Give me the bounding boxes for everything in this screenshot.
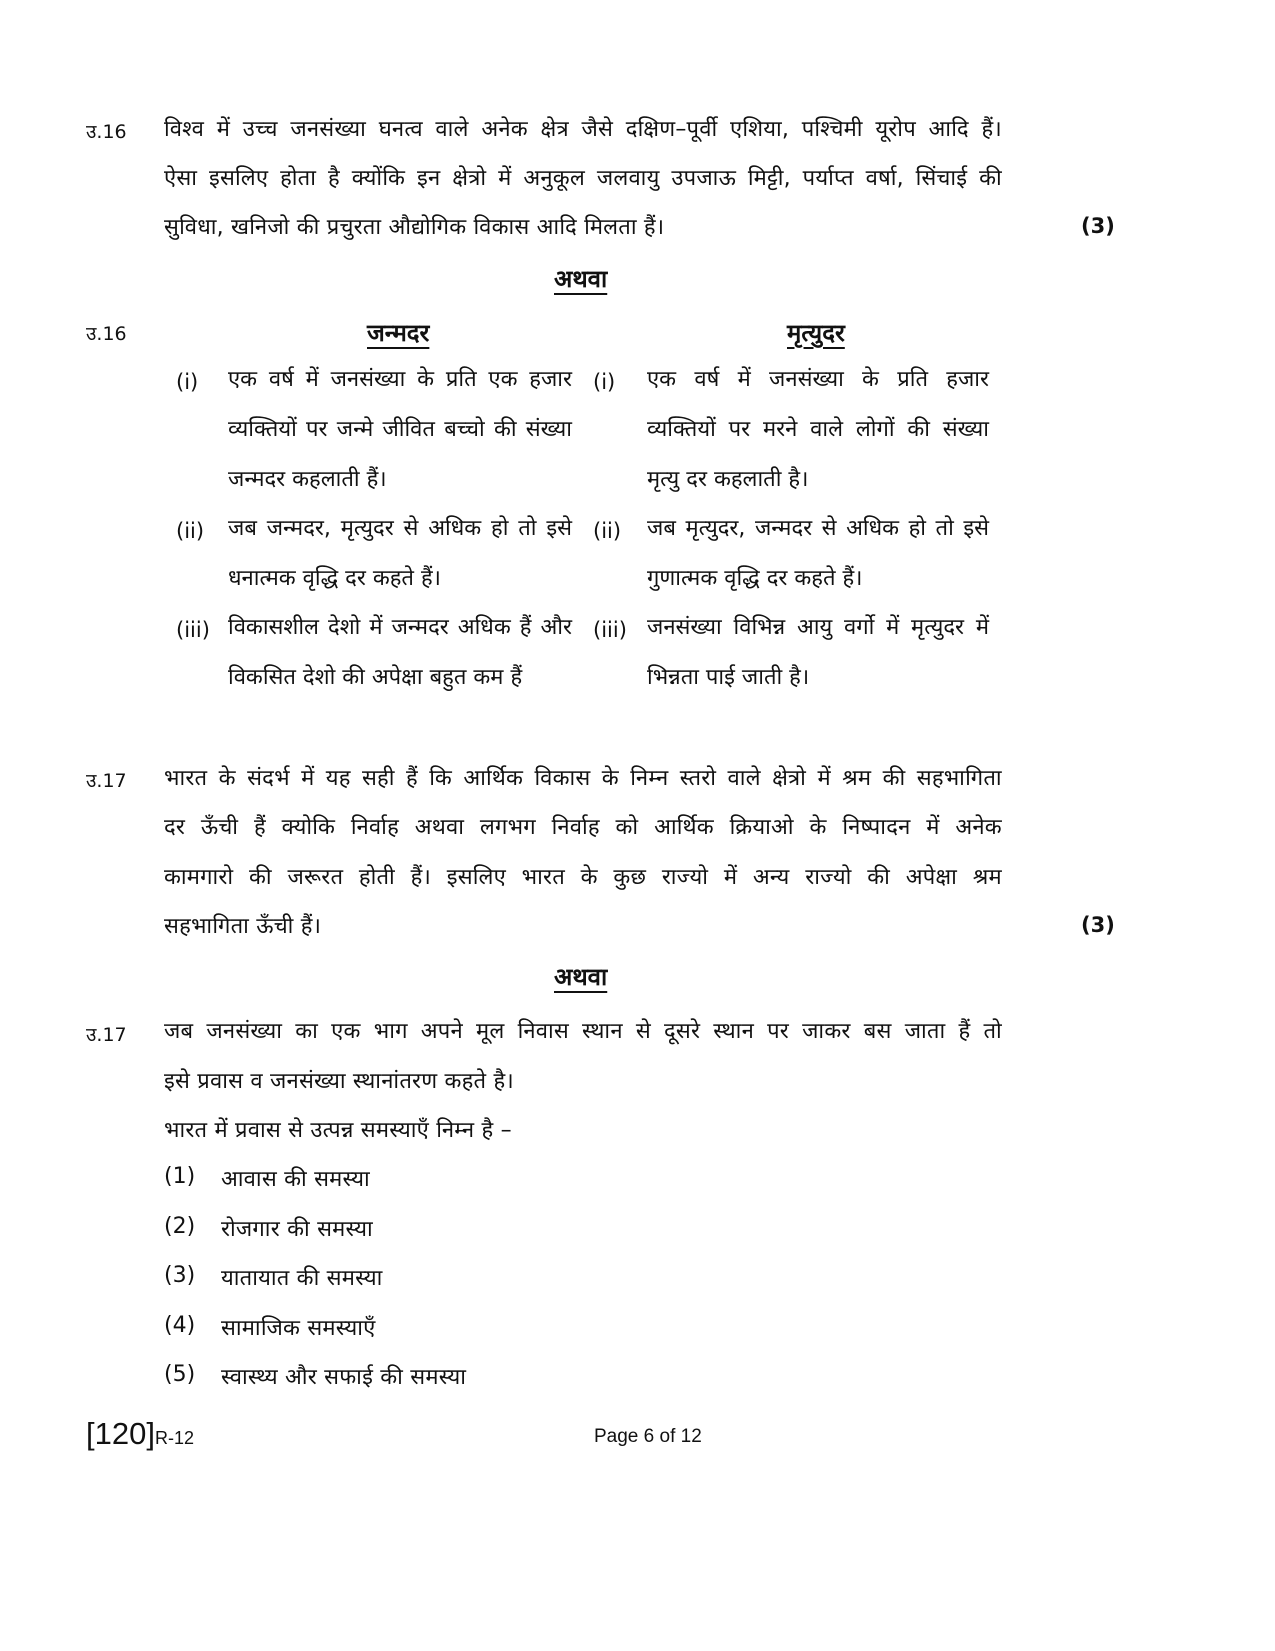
word: से: [635, 1019, 651, 1044]
page-number: Page 6 of 12: [594, 1426, 702, 1447]
word: कामगारो: [164, 865, 234, 890]
word: अपने: [420, 1019, 463, 1044]
word: में: [216, 117, 231, 142]
word: एशिया,: [730, 117, 790, 142]
word: कि: [429, 766, 452, 791]
word: में: [723, 865, 738, 890]
word: वाले: [727, 766, 761, 791]
q17-alt-line-3: भारत में प्रवास से उत्पन्न समस्याएँ निम्न है –: [164, 1118, 512, 1143]
word: की: [979, 166, 1002, 191]
word: ऊँची: [200, 815, 239, 840]
word: विश्व: [164, 117, 205, 142]
word: दक्षिण–पूर्वी: [625, 117, 718, 142]
word: दूसरे: [664, 1019, 701, 1044]
word: संदर्भ: [247, 766, 290, 791]
word: बस: [863, 1019, 892, 1044]
column-heading-death-rate: मृत्युदर: [787, 319, 845, 347]
word: हैं।: [410, 865, 432, 890]
q17-alt-line-1: [164, 1015, 1002, 1045]
word: जैसे: [581, 117, 614, 142]
word: इसलिए: [446, 865, 506, 890]
row-number: (i): [176, 370, 199, 394]
word: के: [218, 766, 236, 791]
birth-rate-point: जब जन्मदर, मृत्युदर से अधिक हो तो इसे धनात्मक वृद्धि दर कहते हैं।: [228, 516, 572, 591]
question-number: उ.16: [86, 121, 127, 143]
word: आर्थिक: [463, 766, 524, 791]
word: होता: [280, 166, 317, 191]
word: क्योकि: [281, 815, 336, 840]
word: आर्थिक: [654, 815, 714, 840]
word: निवास: [517, 1019, 569, 1044]
word: घनत्व: [378, 117, 423, 142]
word: तो: [983, 1019, 1002, 1044]
word: विकास: [534, 766, 591, 791]
list-number: (3): [164, 1263, 196, 1288]
word: की: [867, 865, 891, 890]
q16-line-3: सुविधा, खनिजो की प्रचुरता औद्योगिक विकास आदि मिलता हैं।: [164, 215, 665, 240]
word: अथवा: [414, 815, 465, 840]
word: निष्पादन: [842, 815, 911, 840]
word: निम्न: [630, 766, 669, 791]
word: अनेक: [955, 815, 1002, 840]
paper-code: [86, 1416, 194, 1452]
word: क्योंकि: [351, 166, 406, 191]
word: क्षेत्रो: [772, 766, 807, 791]
question-number: उ.17: [86, 1024, 127, 1046]
word: ऐसा: [164, 166, 198, 191]
list-item: रोजगार की समस्या: [221, 1217, 373, 1242]
word: जरूरत: [287, 865, 344, 890]
word: अन्य: [752, 865, 790, 890]
birth-rate-point: विकासशील देशो में जन्मदर अधिक हैं और विकसित देशो की अपेक्षा बहुत कम हैं: [228, 615, 572, 690]
word: स्थान: [582, 1019, 623, 1044]
word: उच्च: [242, 117, 278, 142]
word: इन: [416, 166, 441, 191]
word: जब: [164, 1019, 194, 1044]
list-item: स्वास्थ्य और सफाई की समस्या: [221, 1365, 467, 1390]
word: यह: [325, 766, 351, 791]
word: की: [249, 865, 272, 890]
q17-line-2: [164, 811, 1002, 841]
paper-code-number: [120]: [86, 1416, 155, 1451]
word: है: [327, 166, 340, 191]
word: वर्षा,: [865, 166, 904, 191]
word: जाता: [904, 1019, 946, 1044]
word: हैं: [253, 815, 266, 840]
word: श्रम: [842, 766, 872, 791]
word: भारत: [164, 766, 208, 791]
column-heading-birth-rate: जन्मदर: [367, 319, 430, 347]
word: लगभग: [479, 815, 536, 840]
word: पर्याप्त: [802, 166, 854, 191]
word: क्षेत्र: [540, 117, 569, 142]
word: उपजाऊ: [671, 166, 737, 191]
list-item: यातायात की समस्या: [221, 1266, 383, 1291]
list-number: (5): [164, 1362, 196, 1387]
q16-line-1: [164, 113, 1002, 143]
word: को: [615, 815, 639, 840]
word: वाले: [435, 117, 469, 142]
word: मिट्टी,: [747, 166, 791, 191]
word: पर: [767, 1019, 789, 1044]
word: यूरोप: [875, 117, 916, 142]
birth-rate-point: एक वर्ष में जनसंख्या के प्रति एक हजार व्यक्तियों पर जन्मे जीवित बच्चो की संख्या जन्मदर कहलाती हैं।: [228, 367, 572, 492]
word: अपेक्षा: [905, 865, 958, 890]
q17-line-3: [164, 861, 1002, 891]
death-rate-point: एक वर्ष में जनसंख्या के प्रति हजार व्यक्तियों पर मरने वाले लोगों की संख्या मृत्यु दर कहलाती है।: [647, 367, 989, 492]
word: की: [882, 766, 906, 791]
word: अनुकूल: [523, 166, 585, 191]
word: होती: [358, 865, 395, 890]
word: के: [601, 766, 619, 791]
q17-line-4: सहभागिता ऊँची हैं।: [164, 914, 322, 939]
word: में: [301, 766, 315, 791]
word: आदि: [928, 117, 969, 142]
row-number: (ii): [593, 519, 622, 543]
word: राज्यो: [805, 865, 852, 890]
death-rate-point: जनसंख्या विभिन्न आयु वर्गो में मृत्युदर में भिन्नता पाई जाती है।: [647, 615, 989, 690]
q17-marks: (3): [1081, 913, 1115, 937]
q17-line-1: [164, 762, 1002, 792]
word: जनसंख्या: [290, 117, 367, 142]
list-item: आवास की समस्या: [221, 1167, 370, 1192]
word: श्रम: [972, 865, 1002, 890]
row-number: (iii): [593, 618, 627, 642]
list-item: सामाजिक समस्याएँ: [221, 1316, 376, 1341]
death-rate-point: जब मृत्युदर, जन्मदर से अधिक हो तो इसे गुणात्मक वृद्धि दर कहते हैं।: [647, 516, 989, 591]
word: भारत: [521, 865, 565, 890]
word: सहभागिता: [916, 766, 1002, 791]
word: में: [498, 166, 512, 191]
word: भाग: [373, 1019, 408, 1044]
list-number: (1): [164, 1164, 196, 1189]
word: दर: [164, 815, 186, 840]
word: जाकर: [802, 1019, 851, 1044]
word: का: [295, 1019, 319, 1044]
list-number: (4): [164, 1313, 196, 1338]
word: इसलिए: [208, 166, 269, 191]
word: मूल: [476, 1019, 505, 1044]
word: हैं।: [981, 117, 1002, 142]
list-number: (2): [164, 1214, 196, 1239]
paper-code-suffix: R-12: [154, 1428, 194, 1448]
row-number: (iii): [176, 618, 210, 642]
word: निर्वाह: [350, 815, 399, 840]
athva-heading: अथवा: [554, 265, 608, 293]
word: अनेक: [481, 117, 528, 142]
q17-alt-line-2: इसे प्रवास व जनसंख्या स्थानांतरण कहते है।: [164, 1069, 514, 1094]
question-number: उ.16: [86, 323, 127, 345]
word: स्तरो: [679, 766, 717, 791]
word: सही: [361, 766, 395, 791]
question-number: उ.17: [86, 770, 127, 792]
word: राज्यो: [661, 865, 709, 890]
word: के: [809, 815, 827, 840]
word: पश्चिमी: [801, 117, 863, 142]
word: में: [926, 815, 940, 840]
word: एक: [331, 1019, 361, 1044]
word: सिंचाई: [915, 166, 968, 191]
word: कुछ: [613, 865, 647, 890]
q16-marks: (3): [1081, 214, 1115, 238]
word: हैं: [958, 1019, 971, 1044]
word: के: [580, 865, 598, 890]
word: जलवायु: [596, 166, 660, 191]
word: हैं: [405, 766, 418, 791]
word: जनसंख्या: [206, 1019, 283, 1044]
word: निर्वाह: [551, 815, 600, 840]
row-number: (ii): [176, 519, 205, 543]
word: में: [817, 766, 831, 791]
word: स्थान: [713, 1019, 754, 1044]
word: क्षेत्रो: [452, 166, 487, 191]
q16-line-2: [164, 162, 1002, 192]
row-number: (i): [593, 370, 616, 394]
word: क्रियाओ: [729, 815, 794, 840]
athva-heading: अथवा: [554, 963, 608, 991]
